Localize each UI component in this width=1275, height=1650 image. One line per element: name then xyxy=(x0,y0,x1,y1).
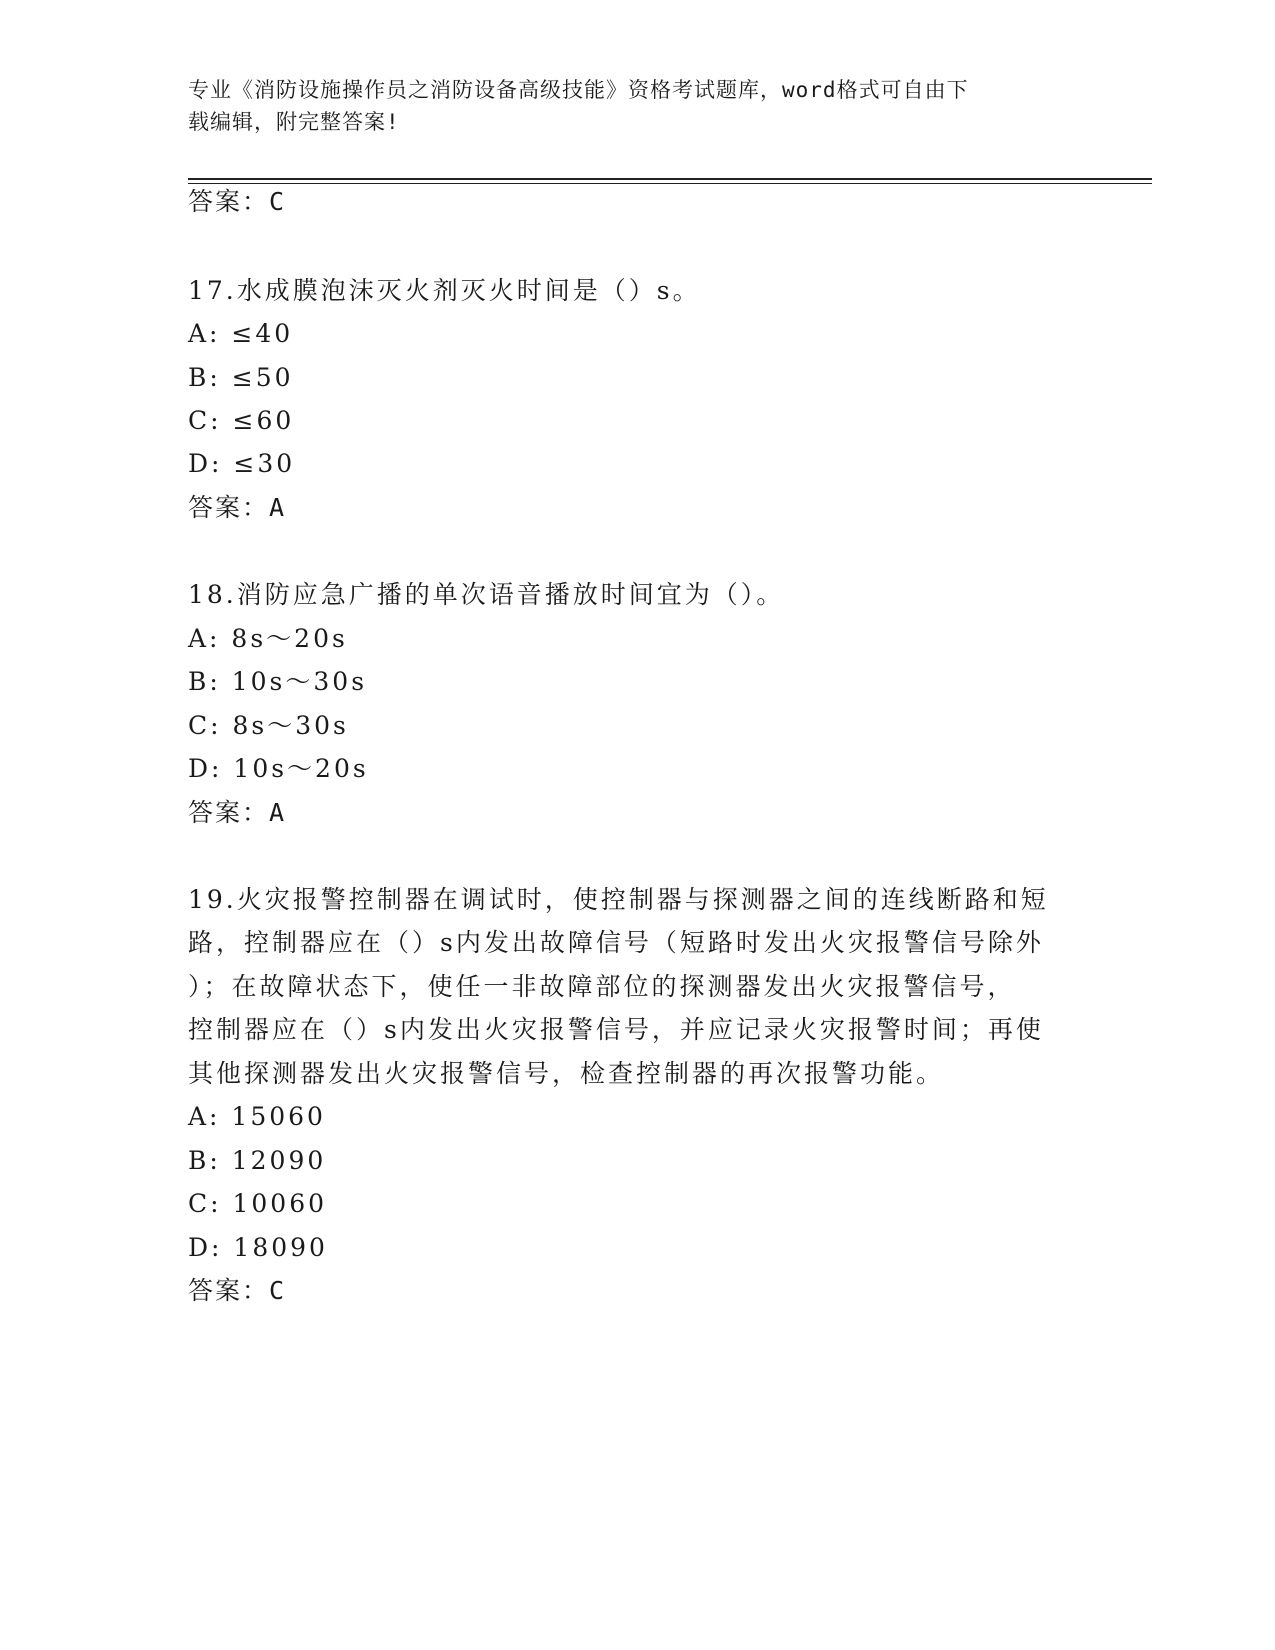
question-19-text-line-1: 19.火灾报警控制器在调试时，使控制器与探测器之间的连线断路和短 xyxy=(188,885,1049,914)
document-header xyxy=(188,74,1088,138)
question-18-option-c: C: 8s～30s xyxy=(188,711,349,740)
question-18-option-a: A: 8s～20s xyxy=(188,624,348,653)
question-17-answer: 答案：A xyxy=(188,493,287,522)
question-19-option-b: B: 12090 xyxy=(188,1146,327,1175)
header-divider-thin xyxy=(188,183,1152,184)
question-19-text-line-4: 控制器应在（）s内发出火灾报警信号，并应记录火灾报警时间；再使 xyxy=(188,1015,1044,1044)
question-17-option-b: B: ≤50 xyxy=(188,363,294,392)
question-19-text-line-3: ）；在故障状态下，使任一非故障部位的探测器发出火灾报警信号， xyxy=(188,972,1016,1001)
question-18-option-b: B: 10s～30s xyxy=(188,667,368,696)
question-18-text: 18.消防应急广播的单次语音播放时间宜为（）。 xyxy=(188,580,785,609)
question-19-option-c: C: 10060 xyxy=(188,1189,328,1218)
question-17-option-d: D: ≤30 xyxy=(188,449,296,478)
question-18-answer: 答案：A xyxy=(188,798,287,827)
question-17-text: 17.水成膜泡沫灭火剂灭火时间是（）s。 xyxy=(188,276,701,305)
previous-answer: 答案：C xyxy=(188,187,287,216)
question-19-text-line-2: 路，控制器应在（）s内发出故障信号（短路时发出火灾报警信号除外 xyxy=(188,928,1044,957)
header-divider-thick xyxy=(188,178,1152,180)
question-17-option-c: C: ≤60 xyxy=(188,406,295,435)
question-19-option-d: D: 18090 xyxy=(188,1233,328,1262)
header-line-2: 载编辑，附完整答案! xyxy=(188,110,400,134)
question-19-answer: 答案：C xyxy=(188,1276,287,1305)
question-19-option-a: A: 15060 xyxy=(188,1102,326,1131)
question-18-option-d: D: 10s～20s xyxy=(188,754,369,783)
question-19-text-line-5: 其他探测器发出火灾报警信号，检查控制器的再次报警功能。 xyxy=(188,1059,945,1088)
header-line-1: 专业《消防设施操作员之消防设备高级技能》资格考试题库，word格式可自由下 xyxy=(188,78,969,102)
question-17-option-a: A: ≤40 xyxy=(188,319,294,348)
